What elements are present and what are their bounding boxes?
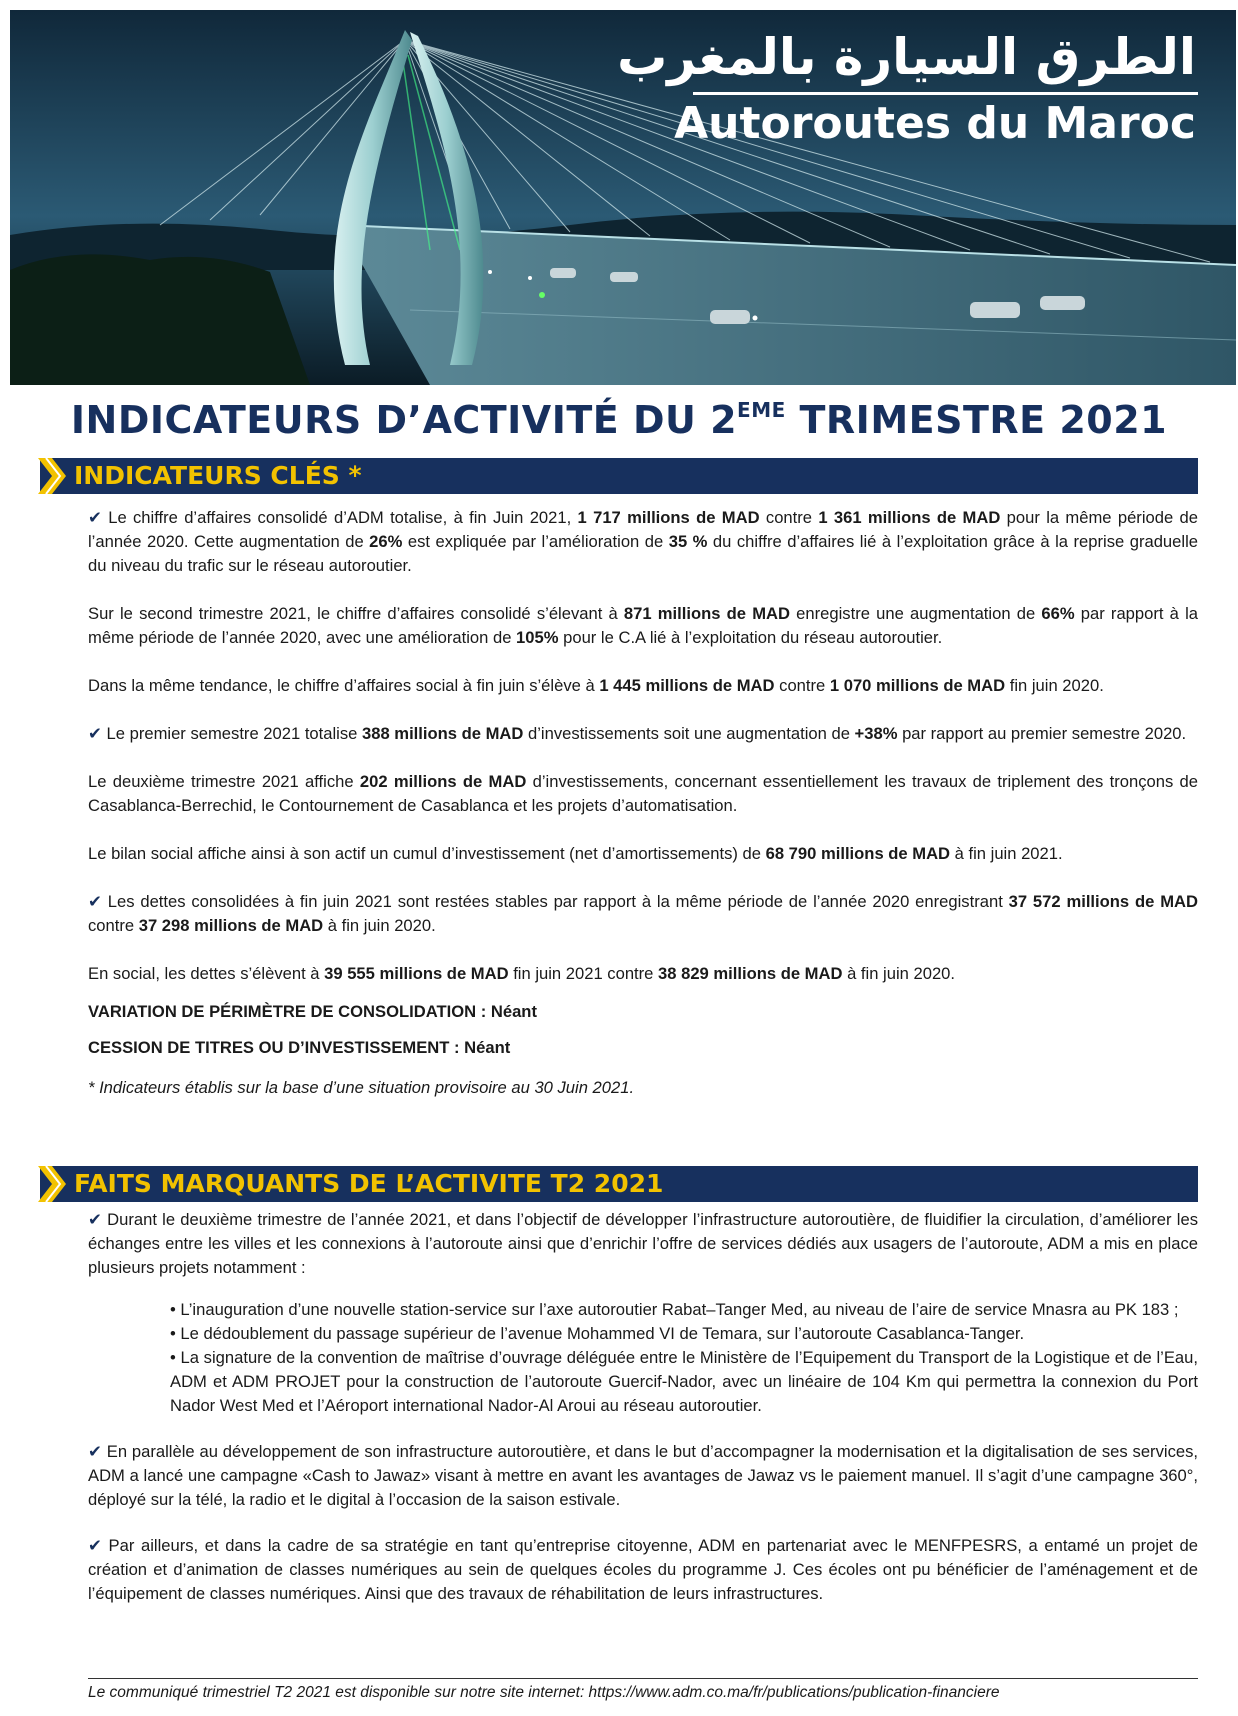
paragraph: ✔ Durant le deuxième trimestre de l’année 2021, et dans l’objectif de développer l’infrastructure autoroutière, de fluidifier la circulation, d’améliorer les échanges entre les villes et les connexions à l’autoroute ainsi que d’enrichir l’offre de services dédiés aux usagers de l’autoroute, ADM a mis en place plusieurs projets notamment : [88,1210,1198,1277]
section-bar-indicateurs [40,458,1198,494]
paragraph: ✔ En parallèle au développement de son infrastructure autoroutière, et dans le but d’accompagner la modernisation et la digitalisation de ses services, ADM a lancé une campagne «Cash to Jawaz» visant à mettre en avant les avantages de Jawaz vs le paiement manuel. Il s’agit d’une campagne 360°, déployé sur la télé, la radio et le digital à l’occasion de la saison estivale. [88,1442,1198,1509]
paragraph: Sur le second trimestre 2021, le chiffre d’affaires consolidé s’élevant à 871 millions de MAD enregistre une augmentation de 66% par rapport à la même période de l’année 2020, avec une amélioration de 105% pour le C.A lié à l’exploitation du réseau autoroutier. [88,604,1199,647]
section-faits-body [88,1208,1198,1606]
checkmark-icon: ✔ [88,724,102,743]
checkmark-icon: ✔ [88,1442,102,1461]
project-list [88,1298,1198,1418]
chevron-right-icon [38,458,68,494]
brand-arabic-name: الطرق السيارة بالمغرب [617,28,1196,86]
title-superscript: EME [737,398,786,422]
footer-note: Le communiqué trimestriel T2 2021 est disponible sur notre site internet: https://www.adm.co.ma/fr/publications/publication-financiere [88,1684,1000,1701]
section-heading: FAITS MARQUANTS DE L’ACTIVITE T2 2021 [74,1169,664,1198]
paragraph: ✔ Les dettes consolidées à fin juin 2021 sont restées stables par rapport à la même période de l’année 2020 enregistrant 37 572 millions de MAD contre 37 298 millions de MAD à fin juin 2020. [88,892,1198,935]
checkmark-icon: ✔ [88,892,102,911]
list-item: • Le dédoublement du passage supérieur de l’avenue Mohammed VI de Temara, sur l’autoroute Casablanca-Tanger. [170,1324,1025,1343]
footnote: * Indicateurs établis sur la base d’une situation provisoire au 30 Juin 2021. [88,1078,635,1097]
variation-statement: VARIATION DE PÉRIMÈTRE DE CONSOLIDATION : Néant [88,1002,537,1021]
section-indicateurs-body [88,506,1198,1100]
paragraph: Dans la même tendance, le chiffre d’affaires social à fin juin s’élève à 1 445 millions de MAD contre 1 070 millions de MAD fin juin 2020. [88,676,1104,695]
paragraph: ✔ Le premier semestre 2021 totalise 388 millions de MAD d’investissements soit une augmentation de +38% par rapport au premier semestre 2020. [88,724,1187,743]
list-item: • L’inauguration d’une nouvelle station-service sur l’axe autoroutier Rabat–Tanger Med, au niveau de l’aire de service Mnasra au PK 183 ; [170,1300,1179,1319]
chevron-right-icon [38,1166,68,1202]
section-bar-faits-marquants [40,1166,1198,1202]
title-main: INDICATEURS D’ACTIVITÉ DU 2 [70,398,738,442]
section-heading: INDICATEURS CLÉS * [74,461,362,490]
brand-french-name: Autoroutes du Maroc [674,98,1196,149]
title-tail: TRIMESTRE 2021 [785,398,1168,442]
paragraph: Le deuxième trimestre 2021 affiche 202 millions de MAD d’investissements, concernant essentiellement les travaux de triplement des tronçons de Casablanca-Berrechid, le Contournement de Casablanca et les projets d’automatisation. [88,772,1199,815]
page-title [0,398,1238,442]
cession-statement: CESSION DE TITRES OU D’INVESTISSEMENT : Néant [88,1038,511,1057]
paragraph: En social, les dettes s’élèvent à 39 555 millions de MAD fin juin 2021 contre 38 829 millions de MAD à fin juin 2020. [88,964,956,983]
checkmark-icon: ✔ [88,1210,102,1229]
paragraph: ✔ Le chiffre d’affaires consolidé d’ADM totalise, à fin Juin 2021, 1 717 millions de MAD contre 1 361 millions de MAD pour la même période de l’année 2020. Cette augmentation de 26% est expliquée par l’amélioration de 35 % du chiffre d’affaires lié à l’exploitation grâce à la reprise graduelle du niveau du trafic sur le réseau autoroutier. [88,508,1198,575]
paragraph: ✔ Par ailleurs, et dans la cadre de sa stratégie en tant qu’entreprise citoyenne, ADM en partenariat avec le MENFPESRS, a entamé un projet de création et d’animation de classes numériques au sein de quelques écoles du programme J. Ces écoles ont pu bénéficier de l’aménagement et de l’équipement de classes numériques. Ainsi que des travaux de réhabilitation de leurs infrastructures. [88,1536,1198,1603]
checkmark-icon: ✔ [88,508,102,527]
brand-divider [693,92,1198,95]
paragraph: Le bilan social affiche ainsi à son actif un cumul d’investissement (net d’amortissements) de 68 790 millions de MAD à fin juin 2021. [88,844,1063,863]
checkmark-icon: ✔ [88,1536,102,1555]
footer-divider [88,1678,1198,1679]
list-item: • La signature de la convention de maîtrise d’ouvrage déléguée entre le Ministère de l’Equipement du Transport de la Logistique et de l’Eau, ADM et ADM PROJET pour la construction de l’autoroute Guercif-Nador, avec un linéaire de 104 Km qui permettra la connexion du Port Nador West Med et l’Aéroport international Nador-Al Aroui au réseau autoroutier. [170,1348,1198,1415]
hero-banner [10,10,1236,385]
